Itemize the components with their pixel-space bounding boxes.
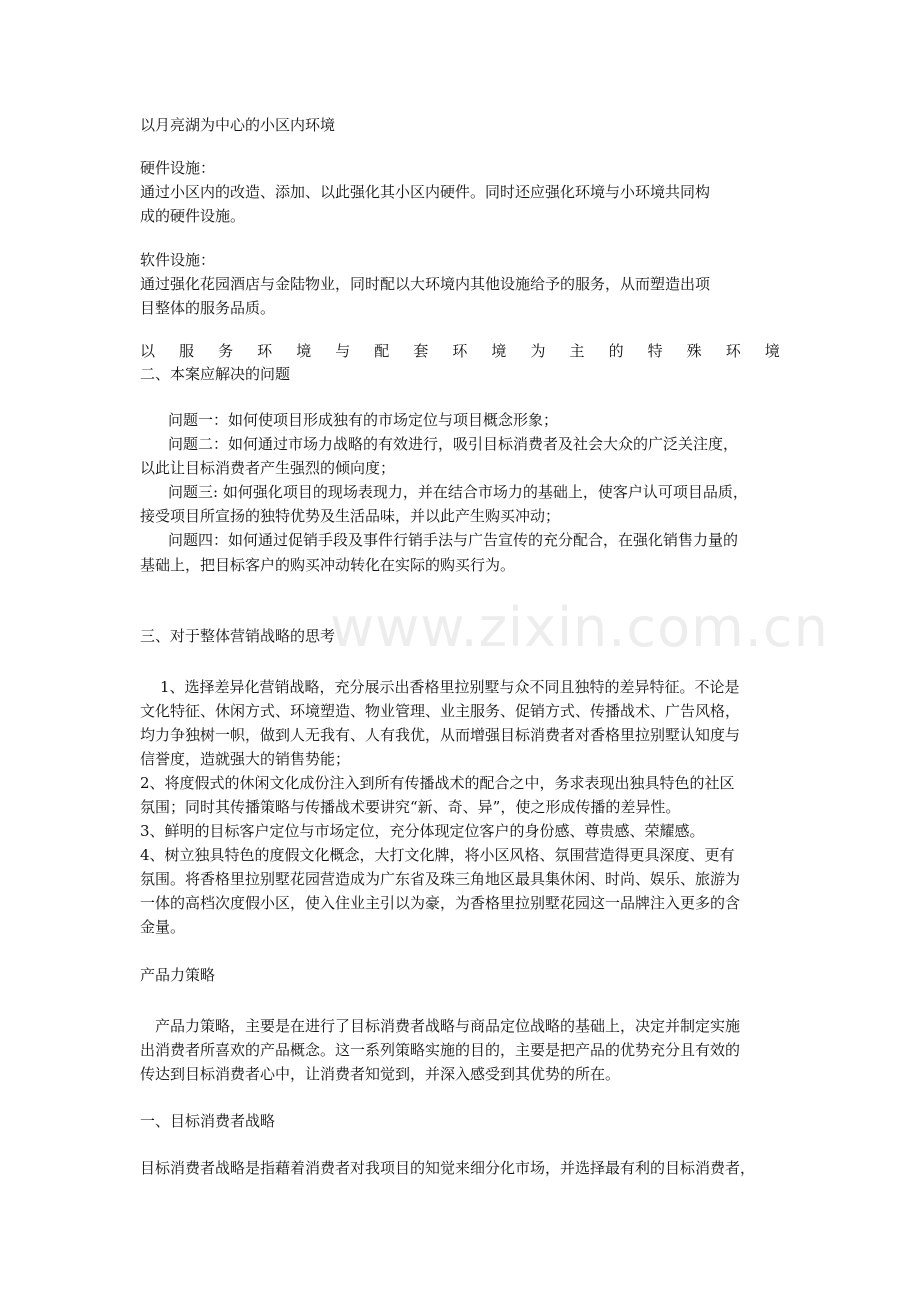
paragraph-line: 信誉度，造就强大的销售势能； (140, 750, 351, 768)
justified-heading-char: 环 (725, 342, 741, 360)
justified-heading-char: 境 (296, 342, 312, 360)
justified-heading-char: 殊 (686, 342, 702, 360)
section-heading: 产品力策略 (140, 966, 216, 984)
section-heading: 三、对于整体营销战略的思考 (140, 627, 336, 645)
paragraph-line: 氛围。将香格里拉别墅花园营造成为广东省及珠三角地区最具集休闲、时尚、娱乐、旅游为 (140, 870, 741, 888)
paragraph-line: 通过强化花园酒店与金陆物业，同时配以大环境内其他设施给予的服务，从而塑造出项 (140, 275, 711, 293)
justified-heading-char: 配 (374, 342, 390, 360)
question-line: 问题一：如何使项目形成独有的市场定位与项目概念形象； (168, 411, 559, 429)
section-heading: 二、本案应解决的问题 (140, 365, 291, 383)
paragraph-line: 通过小区内的改造、添加、以此强化其小区内硬件。同时还应强化环境与小环境共同构 (140, 183, 711, 201)
justified-heading-char: 以 (140, 342, 156, 360)
paragraph-line: 产品力策略，主要是在进行了目标消费者战略与商品定位战略的基础上，决定并制定实施 (155, 1017, 741, 1035)
paragraph-line: 3、鲜明的目标客户定位与市场定位，充分体现定位客户的身份感、尊贵感、荣耀感。 (140, 822, 705, 840)
paragraph-line: 1、选择差异化营销战略，充分展示出香格里拉别墅与众不同且独特的差异特征。不论是 (160, 678, 740, 696)
paragraph-line: 成的硬件设施。 (140, 207, 246, 225)
justified-heading-char: 主 (569, 342, 585, 360)
paragraph-line: 文化特征、休闲方式、环境塑造、物业管理、业主服务、促销方式、传播战术、广告风格， (140, 702, 741, 720)
question-line: 问题二：如何通过市场力战略的有效进行，吸引目标消费者及社会大众的广泛关注度， (168, 435, 739, 453)
subheading-software: 软件设施： (140, 251, 216, 269)
subheading-hardware: 硬件设施： (140, 159, 216, 177)
question-line: 接受项目所宣扬的独特优势及生活品味，并以此产生购买冲动； (140, 507, 561, 525)
paragraph-line: 一体的高档次度假小区，使入住业主引以为豪，为香格里拉别墅花园这一品牌注入更多的含 (140, 894, 741, 912)
paragraph-line: 出消费者所喜欢的产品概念。这一系列策略实施的目的，主要是把产品的优势充分且有效的 (140, 1041, 741, 1059)
question-line: 以此让目标消费者产生强烈的倾向度； (140, 459, 396, 477)
justified-heading (140, 341, 780, 361)
question-line: 基础上，把目标客户的购买冲动转化在实际的购买行为。 (140, 556, 516, 574)
paragraph-line: 4、树立独具特色的度假文化概念，大打文化牌，将小区风格、氛围营造得更具深度、更有 (140, 846, 735, 864)
justified-heading-char: 特 (647, 342, 663, 360)
question-line: 问题三: 如何强化项目的现场表现力，并在结合市场力的基础上，使客户认可项目品质， (168, 483, 748, 501)
paragraph-line: 目整体的服务品质。 (140, 299, 276, 317)
paragraph-line: 2、将度假式的休闲文化成份注入到所有传播战术的配合之中，务求表现出独具特色的社区 (140, 774, 735, 792)
paragraph-line: 传达到目标消费者心中，让消费者知觉到，并深入感受到其优势的所在。 (140, 1065, 621, 1083)
watermark: www.zixin.com.cn (330, 596, 829, 659)
justified-heading-char: 境 (491, 342, 507, 360)
justified-heading-char: 的 (608, 342, 624, 360)
justified-heading-char: 务 (218, 342, 234, 360)
justified-heading-char: 服 (179, 342, 195, 360)
paragraph-line: 金量。 (140, 918, 186, 936)
justified-heading-char: 环 (452, 342, 468, 360)
justified-heading-char: 套 (413, 342, 429, 360)
paragraph-line: 氛围；同时其传播策略与传播战术要讲究“新、奇、异”，使之形成传播的差异性。 (140, 798, 681, 816)
section-heading: 一、目标消费者战略 (140, 1112, 276, 1130)
justified-heading-char: 与 (335, 342, 351, 360)
paragraph-line: 均力争独树一帜，做到人无我有、人有我优，从而增强目标消费者对香格里拉别墅认知度与 (140, 726, 741, 744)
justified-heading-char: 为 (530, 342, 546, 360)
question-line: 问题四：如何通过促销手段及事件行销手法与广告宣传的充分配合，在强化销售力量的 (168, 531, 739, 549)
paragraph-line: 目标消费者战略是指藉着消费者对我项目的知觉来细分化市场，并选择最有利的目标消费者， (140, 1159, 756, 1177)
justified-heading-char: 环 (257, 342, 273, 360)
section-heading: 以月亮湖为中心的小区内环境 (140, 116, 336, 134)
justified-heading-char: 境 (764, 342, 780, 360)
